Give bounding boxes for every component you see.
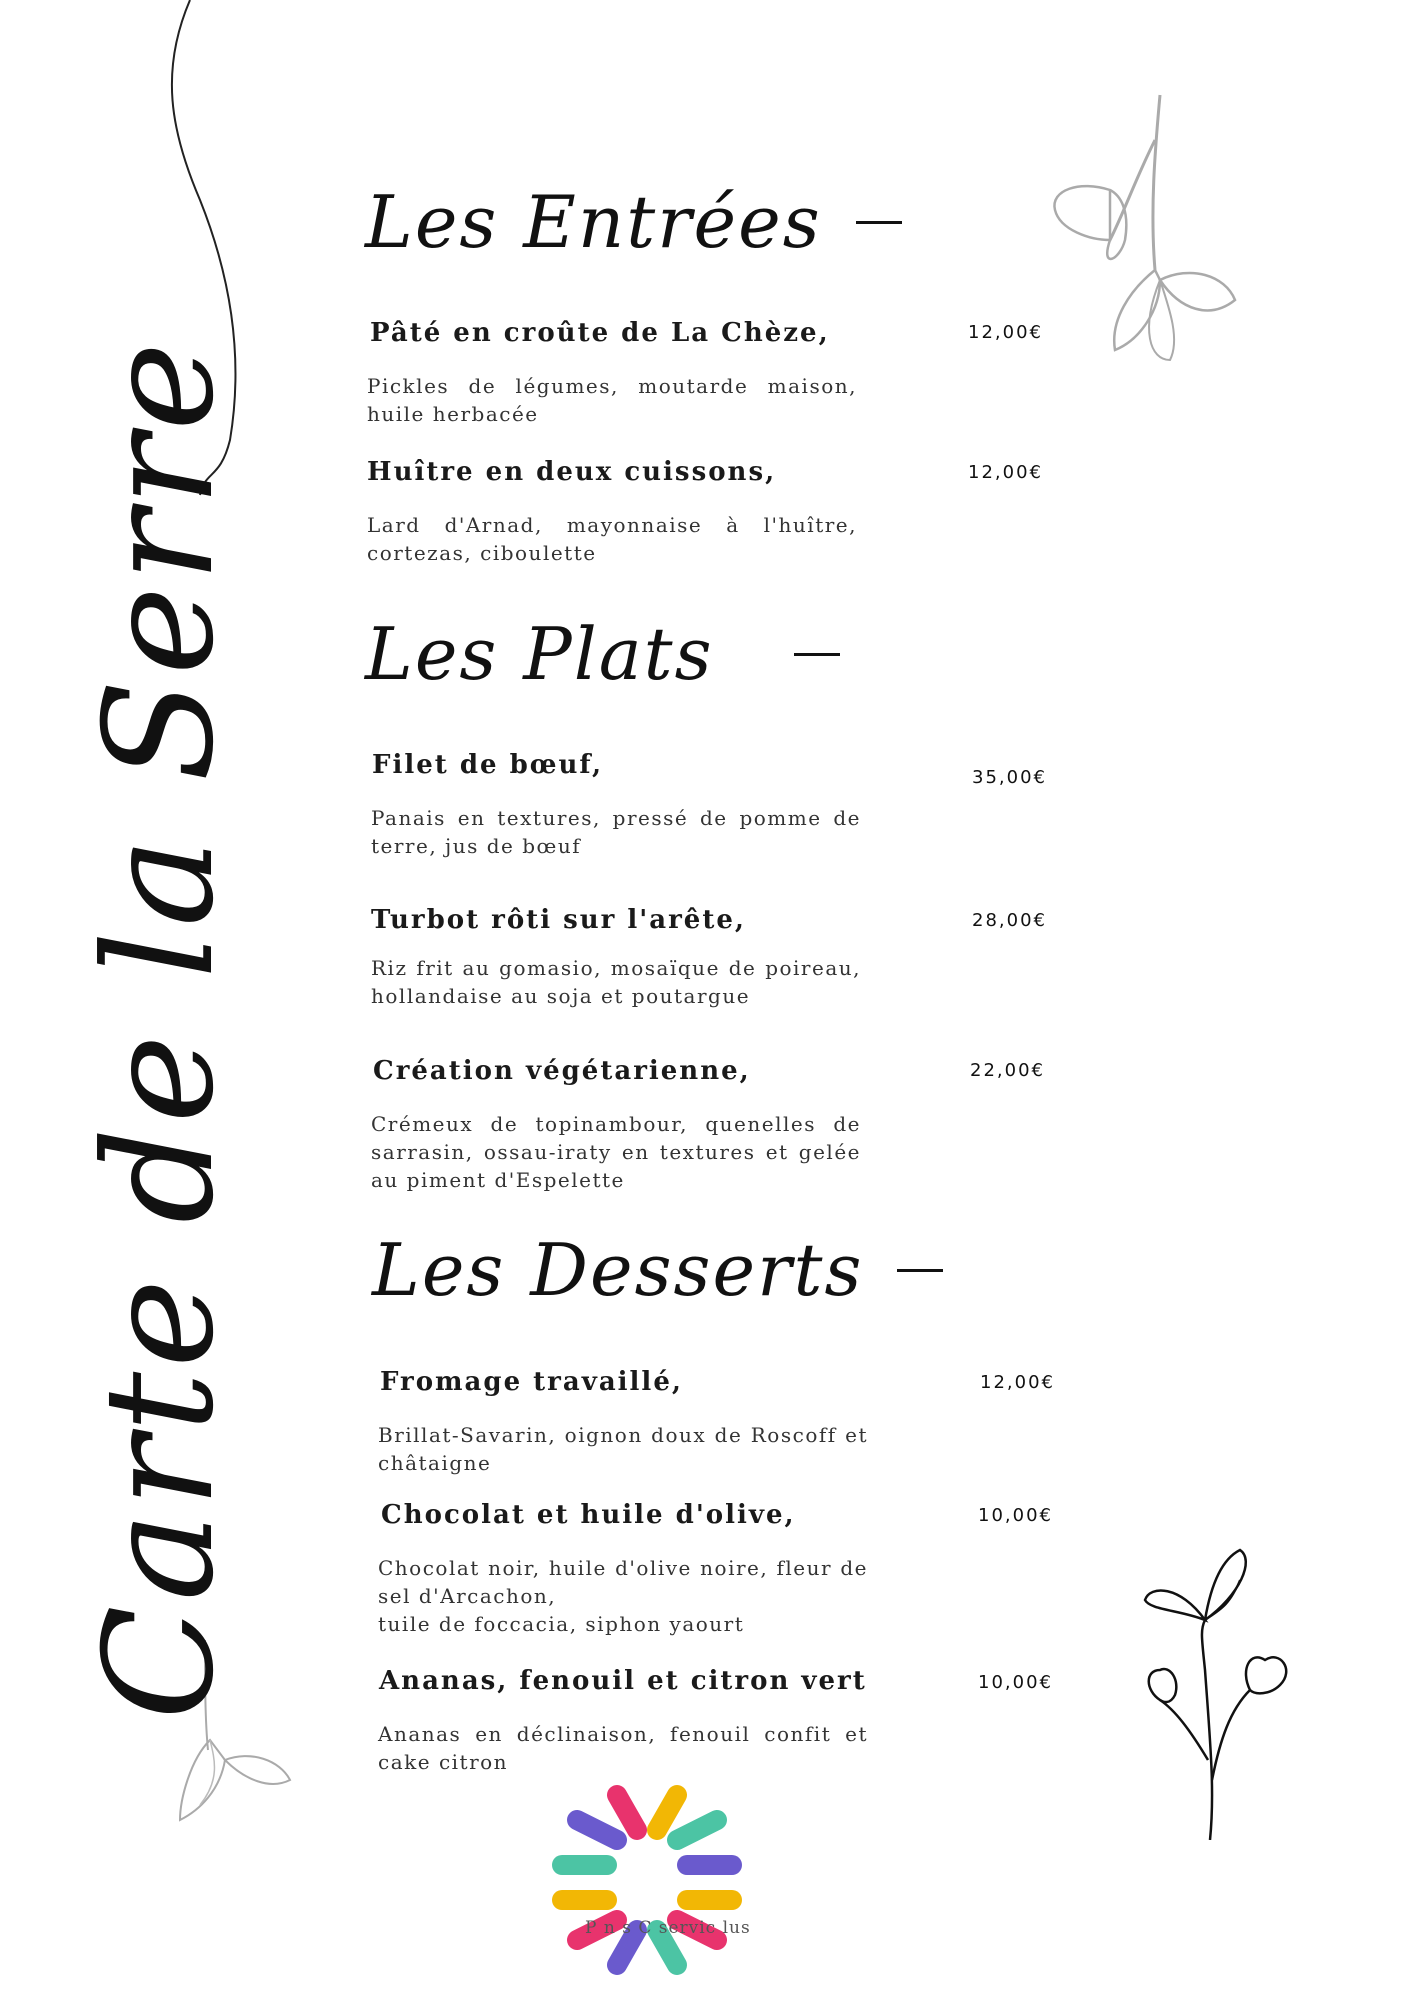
dish-description: Riz frit au gomasio, mosaïque de poireau, hollandaise au soja et poutargue [371, 956, 861, 1008]
dish-name: Chocolat et huile d'olive, [381, 1500, 796, 1530]
section-title: Les Desserts [372, 1228, 864, 1312]
menu-item [372, 750, 1062, 780]
dish-price: 10,00€ [978, 1672, 1053, 1693]
dish-price: 12,00€ [968, 462, 1043, 483]
dish-description: Ananas en déclinaison, fenouil confit et cake citron [378, 1722, 868, 1774]
dish-name: Huître en deux cuissons, [367, 457, 777, 487]
dish-description: Panais en textures, pressé de pomme de terre, jus de bœuf [371, 806, 861, 858]
dish-name: Fromage travaillé, [380, 1367, 683, 1397]
dish-description: Pickles de légumes, moutarde maison, huile herbacée [367, 374, 857, 426]
section-divider [897, 1269, 943, 1272]
section-heading-entrees [365, 180, 902, 264]
dish-description: Brillat-Savarin, oignon doux de Roscoff et châtaigne [378, 1423, 868, 1475]
flower-sketch-icon [1130, 1540, 1300, 1840]
dish-name: Turbot rôti sur l'arête, [371, 905, 746, 935]
menu-item [371, 905, 1061, 935]
section-title: Les Entrées [365, 180, 822, 264]
menu-item [381, 1500, 1071, 1530]
dish-price: 35,00€ [972, 767, 1047, 788]
dish-name: Ananas, fenouil et citron vert [379, 1666, 867, 1696]
dish-price: 12,00€ [968, 322, 1043, 343]
menu-item [370, 318, 1060, 348]
menu-item [373, 1056, 1063, 1086]
dish-description: Lard d'Arnad, mayonnaise à l'huître, cortezas, ciboulette [367, 513, 857, 565]
dish-name: Création végétarienne, [373, 1056, 751, 1086]
dish-description: Chocolat noir, huile d'olive noire, fleur de sel d'Arcachon, tuile de foccacia, siphon yaourt [378, 1556, 868, 1636]
flower-sketch-icon [170, 1720, 310, 1840]
section-heading-plats [365, 612, 840, 696]
dish-price: 22,00€ [970, 1060, 1045, 1081]
flower-sketch-icon [1040, 90, 1260, 380]
logo-icon [547, 1780, 747, 1980]
section-title: Les Plats [365, 612, 714, 696]
footer-text: P n s C servic lus [585, 1918, 751, 1938]
menu-item [379, 1666, 1069, 1696]
menu-item [380, 1367, 1070, 1397]
dish-description: Crémeux de topinambour, quenelles de sarrasin, ossau-iraty en textures et gelée au piment d'Espelette [371, 1112, 861, 1192]
dish-name: Pâté en croûte de La Chèze, [370, 318, 830, 348]
dish-price: 10,00€ [978, 1505, 1053, 1526]
section-heading-desserts [372, 1228, 943, 1312]
section-divider [856, 221, 902, 224]
dish-price: 28,00€ [972, 910, 1047, 931]
menu-title: Carte de la Serre [73, 338, 247, 1720]
menu-item [367, 457, 1057, 487]
section-divider [794, 653, 840, 656]
dish-price: 12,00€ [980, 1372, 1055, 1393]
dish-name: Filet de bœuf, [372, 750, 604, 780]
